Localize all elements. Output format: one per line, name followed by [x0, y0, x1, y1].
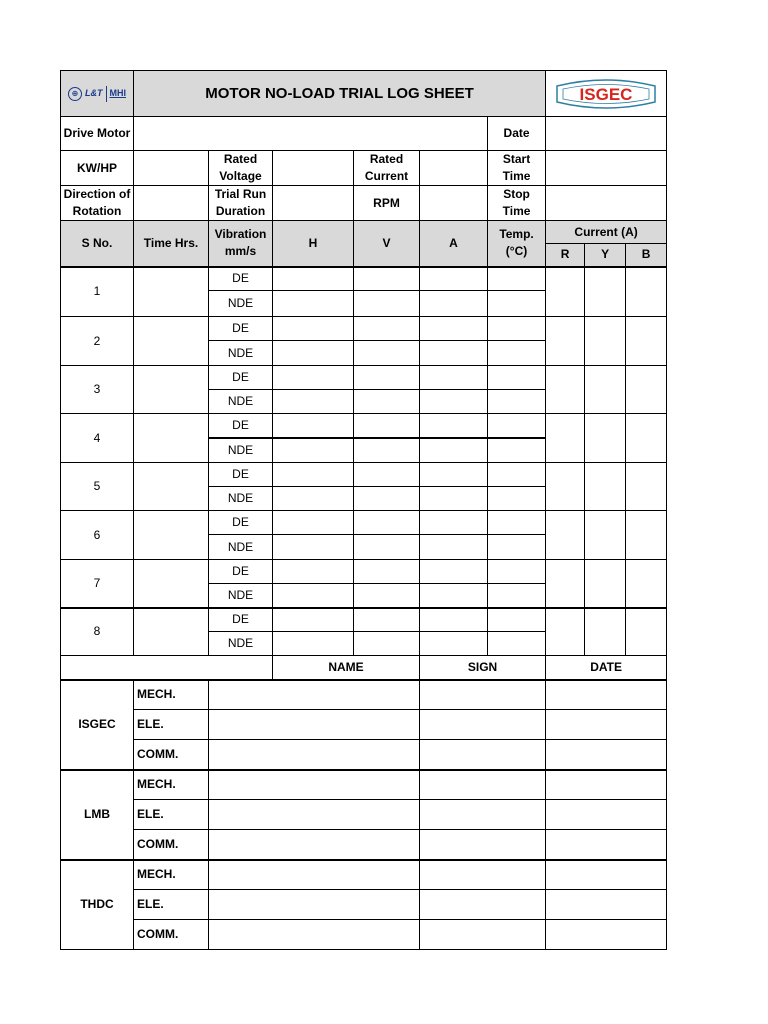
- signoff-role: COMM.: [134, 920, 209, 950]
- col-time: Time Hrs.: [134, 221, 209, 267]
- a-cell[interactable]: [420, 291, 488, 317]
- h-cell[interactable]: [273, 317, 354, 341]
- v-cell[interactable]: [354, 291, 420, 317]
- current-r-cell[interactable]: [546, 608, 585, 656]
- signoff-date-field[interactable]: [546, 680, 667, 710]
- h-cell[interactable]: [273, 632, 354, 656]
- current-b-cell[interactable]: [626, 463, 667, 511]
- log-table: [60, 70, 667, 950]
- v-cell[interactable]: [354, 511, 420, 535]
- current-r-cell[interactable]: [546, 267, 585, 317]
- signoff-role: ELE.: [134, 890, 209, 920]
- h-cell[interactable]: [273, 267, 354, 291]
- kw-hp-label: KW/HP: [61, 151, 134, 186]
- temp-cell[interactable]: [488, 608, 546, 632]
- start-time-field[interactable]: [546, 151, 667, 186]
- time-cell[interactable]: [134, 317, 209, 366]
- current-b-cell[interactable]: [626, 366, 667, 414]
- row-sno: 7: [61, 560, 134, 608]
- row-sno: 5: [61, 463, 134, 511]
- a-cell[interactable]: [420, 463, 488, 487]
- v-cell[interactable]: [354, 341, 420, 366]
- col-v: V: [354, 221, 420, 267]
- vibration-de-label: DE: [209, 317, 273, 341]
- h-cell[interactable]: [273, 341, 354, 366]
- h-cell[interactable]: [273, 414, 354, 438]
- signoff-date-field[interactable]: [546, 770, 667, 800]
- v-cell[interactable]: [354, 487, 420, 511]
- lt-logo-text: L&T: [85, 88, 103, 98]
- log-sheet: [60, 70, 666, 950]
- v-cell[interactable]: [354, 535, 420, 560]
- a-cell[interactable]: [420, 511, 488, 535]
- signoff-date-field[interactable]: [546, 740, 667, 770]
- h-cell[interactable]: [273, 511, 354, 535]
- signoff-role: MECH.: [134, 770, 209, 800]
- a-cell[interactable]: [420, 267, 488, 291]
- a-cell[interactable]: [420, 317, 488, 341]
- signoff-role: COMM.: [134, 740, 209, 770]
- vibration-nde-label: NDE: [209, 584, 273, 608]
- signoff-name-field[interactable]: [209, 890, 420, 920]
- row-sno: 8: [61, 608, 134, 656]
- signoff-role: MECH.: [134, 860, 209, 890]
- signoff-name-field[interactable]: [209, 680, 420, 710]
- temp-cell[interactable]: [488, 414, 546, 438]
- signoff-role: ELE.: [134, 800, 209, 830]
- vibration-nde-label: NDE: [209, 632, 273, 656]
- v-cell[interactable]: [354, 366, 420, 390]
- temp-cell[interactable]: [488, 560, 546, 584]
- trial-duration-field[interactable]: [273, 186, 354, 221]
- current-b-cell[interactable]: [626, 267, 667, 317]
- row-sno: 1: [61, 267, 134, 317]
- date-field[interactable]: [546, 117, 667, 151]
- temp-cell[interactable]: [488, 535, 546, 560]
- temp-cell[interactable]: [488, 438, 546, 463]
- sheet-title: MOTOR NO-LOAD TRIAL LOG SHEET: [134, 71, 546, 117]
- col-h: H: [273, 221, 354, 267]
- v-cell[interactable]: [354, 390, 420, 414]
- temp-cell[interactable]: [488, 366, 546, 390]
- v-cell[interactable]: [354, 584, 420, 608]
- current-r-cell[interactable]: [546, 560, 585, 608]
- time-cell[interactable]: [134, 366, 209, 414]
- rated-current-label: Rated Current: [354, 151, 420, 186]
- a-cell[interactable]: [420, 632, 488, 656]
- time-cell[interactable]: [134, 511, 209, 560]
- h-cell[interactable]: [273, 535, 354, 560]
- h-cell[interactable]: [273, 584, 354, 608]
- col-temp: Temp. (°C): [488, 221, 546, 267]
- h-cell[interactable]: [273, 438, 354, 463]
- vibration-de-label: DE: [209, 560, 273, 584]
- vibration-nde-label: NDE: [209, 535, 273, 560]
- signoff-name-field[interactable]: [209, 920, 420, 950]
- signoff-date-field[interactable]: [546, 800, 667, 830]
- temp-cell[interactable]: [488, 511, 546, 535]
- current-b-cell[interactable]: [626, 317, 667, 366]
- v-cell[interactable]: [354, 267, 420, 291]
- a-cell[interactable]: [420, 560, 488, 584]
- vibration-nde-label: NDE: [209, 390, 273, 414]
- signoff-name-field[interactable]: [209, 710, 420, 740]
- h-cell[interactable]: [273, 390, 354, 414]
- temp-cell[interactable]: [488, 584, 546, 608]
- mhi-logo-text: MHI: [109, 88, 126, 98]
- current-y-cell[interactable]: [585, 608, 626, 656]
- lt-mhi-logo: [61, 71, 134, 117]
- signoff-date-header: DATE: [546, 656, 667, 680]
- current-y-cell[interactable]: [585, 267, 626, 317]
- a-cell[interactable]: [420, 608, 488, 632]
- rated-voltage-label: Rated Voltage: [209, 151, 273, 186]
- current-y-cell[interactable]: [585, 463, 626, 511]
- h-cell[interactable]: [273, 463, 354, 487]
- current-b-cell[interactable]: [626, 511, 667, 560]
- logo-divider: [106, 86, 107, 102]
- signoff-name-field[interactable]: [209, 800, 420, 830]
- vibration-nde-label: NDE: [209, 341, 273, 366]
- direction-field[interactable]: [134, 186, 209, 221]
- col-sno: S No.: [61, 221, 134, 267]
- signoff-name-field[interactable]: [209, 740, 420, 770]
- vibration-de-label: DE: [209, 463, 273, 487]
- col-current-b: B: [626, 244, 667, 267]
- a-cell[interactable]: [420, 366, 488, 390]
- current-r-cell[interactable]: [546, 366, 585, 414]
- isgec-logo: [546, 71, 667, 117]
- kw-hp-field[interactable]: [134, 151, 209, 186]
- temp-cell[interactable]: [488, 390, 546, 414]
- current-r-cell[interactable]: [546, 463, 585, 511]
- current-b-cell[interactable]: [626, 608, 667, 656]
- time-cell[interactable]: [134, 267, 209, 317]
- vibration-nde-label: NDE: [209, 438, 273, 463]
- signoff-org: LMB: [61, 770, 134, 860]
- signoff-name-field[interactable]: [209, 860, 420, 890]
- col-current-y: Y: [585, 244, 626, 267]
- signoff-name-header: NAME: [273, 656, 420, 680]
- signoff-sign-field[interactable]: [420, 920, 546, 950]
- v-cell[interactable]: [354, 608, 420, 632]
- temp-cell[interactable]: [488, 267, 546, 291]
- signoff-sign-field[interactable]: [420, 830, 546, 860]
- vibration-de-label: DE: [209, 511, 273, 535]
- current-r-cell[interactable]: [546, 317, 585, 366]
- a-cell[interactable]: [420, 584, 488, 608]
- signoff-role: ELE.: [134, 710, 209, 740]
- temp-cell[interactable]: [488, 487, 546, 511]
- signoff-date-field[interactable]: [546, 710, 667, 740]
- signoff-sign-field[interactable]: [420, 710, 546, 740]
- current-b-cell[interactable]: [626, 560, 667, 608]
- drive-motor-label: Drive Motor: [61, 117, 134, 151]
- signoff-name-field[interactable]: [209, 770, 420, 800]
- current-y-cell[interactable]: [585, 414, 626, 463]
- h-cell[interactable]: [273, 366, 354, 390]
- row-sno: 4: [61, 414, 134, 463]
- isgec-logo-text: ISGEC: [579, 84, 633, 104]
- signoff-sign-field[interactable]: [420, 770, 546, 800]
- vibration-de-label: DE: [209, 267, 273, 291]
- h-cell[interactable]: [273, 560, 354, 584]
- current-r-cell[interactable]: [546, 511, 585, 560]
- signoff-sign-field[interactable]: [420, 800, 546, 830]
- h-cell[interactable]: [273, 291, 354, 317]
- signoff-name-field[interactable]: [209, 830, 420, 860]
- temp-cell[interactable]: [488, 463, 546, 487]
- current-y-cell[interactable]: [585, 511, 626, 560]
- current-y-cell[interactable]: [585, 560, 626, 608]
- stop-time-field[interactable]: [546, 186, 667, 221]
- row-sno: 2: [61, 317, 134, 366]
- v-cell[interactable]: [354, 632, 420, 656]
- signoff-sign-field[interactable]: [420, 740, 546, 770]
- temp-cell[interactable]: [488, 317, 546, 341]
- rpm-field[interactable]: [420, 186, 488, 221]
- signoff-date-field[interactable]: [546, 830, 667, 860]
- a-cell[interactable]: [420, 487, 488, 511]
- current-r-cell[interactable]: [546, 414, 585, 463]
- col-a: A: [420, 221, 488, 267]
- col-vibration: Vibration mm/s: [209, 221, 273, 267]
- vibration-de-label: DE: [209, 366, 273, 390]
- a-cell[interactable]: [420, 414, 488, 438]
- signoff-role: COMM.: [134, 830, 209, 860]
- vibration-nde-label: NDE: [209, 291, 273, 317]
- v-cell[interactable]: [354, 414, 420, 438]
- signoff-spacer: [61, 656, 273, 680]
- current-b-cell[interactable]: [626, 414, 667, 463]
- col-current-r: R: [546, 244, 585, 267]
- v-cell[interactable]: [354, 560, 420, 584]
- signoff-sign-header: SIGN: [420, 656, 546, 680]
- start-time-label: Start Time: [488, 151, 546, 186]
- h-cell[interactable]: [273, 608, 354, 632]
- signoff-sign-field[interactable]: [420, 680, 546, 710]
- signoff-date-field[interactable]: [546, 920, 667, 950]
- rated-current-field[interactable]: [420, 151, 488, 186]
- h-cell[interactable]: [273, 487, 354, 511]
- time-cell[interactable]: [134, 463, 209, 511]
- signoff-org: ISGEC: [61, 680, 134, 770]
- temp-cell[interactable]: [488, 341, 546, 366]
- current-y-cell[interactable]: [585, 317, 626, 366]
- stop-time-label: Stop Time: [488, 186, 546, 221]
- vibration-de-label: DE: [209, 608, 273, 632]
- direction-label: Direction of Rotation: [61, 186, 134, 221]
- current-y-cell[interactable]: [585, 366, 626, 414]
- date-label: Date: [488, 117, 546, 151]
- v-cell[interactable]: [354, 463, 420, 487]
- v-cell[interactable]: [354, 438, 420, 463]
- a-cell[interactable]: [420, 438, 488, 463]
- row-sno: 6: [61, 511, 134, 560]
- time-cell[interactable]: [134, 560, 209, 608]
- isgec-logo-icon: [553, 76, 659, 112]
- vibration-de-label: DE: [209, 414, 273, 438]
- temp-cell[interactable]: [488, 632, 546, 656]
- a-cell[interactable]: [420, 535, 488, 560]
- time-cell[interactable]: [134, 608, 209, 656]
- signoff-date-field[interactable]: [546, 890, 667, 920]
- vibration-nde-label: NDE: [209, 487, 273, 511]
- v-cell[interactable]: [354, 317, 420, 341]
- signoff-org: THDC: [61, 860, 134, 950]
- lt-emblem-icon: ⊕: [68, 87, 82, 101]
- signoff-sign-field[interactable]: [420, 890, 546, 920]
- rated-voltage-field[interactable]: [273, 151, 354, 186]
- a-cell[interactable]: [420, 341, 488, 366]
- signoff-date-field[interactable]: [546, 860, 667, 890]
- a-cell[interactable]: [420, 390, 488, 414]
- signoff-role: MECH.: [134, 680, 209, 710]
- drive-motor-field[interactable]: [134, 117, 488, 151]
- trial-duration-label: Trial Run Duration: [209, 186, 273, 221]
- temp-cell[interactable]: [488, 291, 546, 317]
- signoff-sign-field[interactable]: [420, 860, 546, 890]
- rpm-label: RPM: [354, 186, 420, 221]
- row-sno: 3: [61, 366, 134, 414]
- time-cell[interactable]: [134, 414, 209, 463]
- col-current: Current (A): [546, 221, 667, 244]
